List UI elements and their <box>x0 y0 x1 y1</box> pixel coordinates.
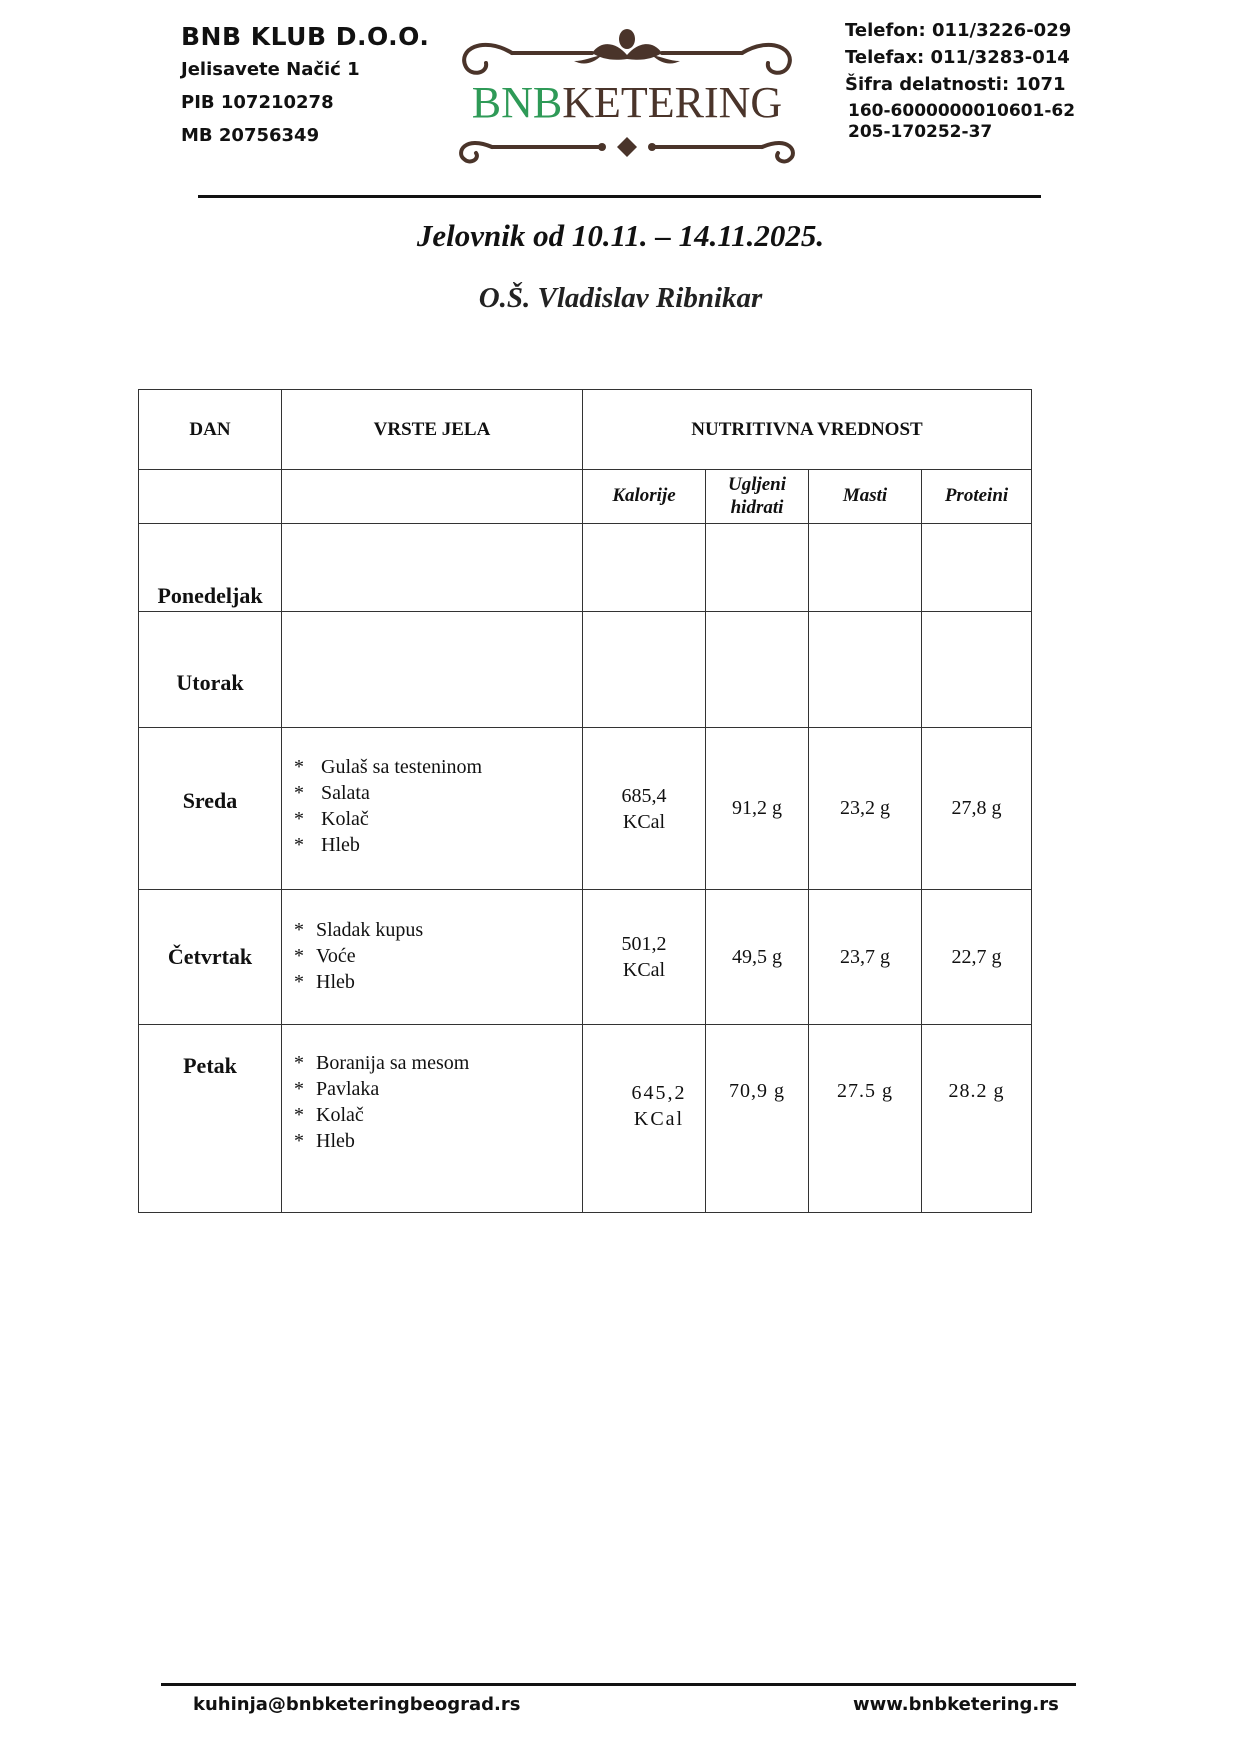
contact-info <box>845 22 1075 145</box>
proteins-cell: 27,8 g <box>922 728 1032 890</box>
fax-number: Telefax: 011/3283-014 <box>845 47 1070 68</box>
day-cell: Sreda <box>139 728 282 890</box>
company-name: BNB KLUB D.O.O. <box>181 22 430 51</box>
logo-wordmark <box>452 77 802 128</box>
header-nutrition: NUTRITIVNA VREDNOST <box>583 390 1032 470</box>
company-info <box>181 22 429 158</box>
proteins-cell: 28.2 g <box>922 1025 1032 1213</box>
day-cell: Petak <box>139 1025 282 1213</box>
carbs-cell: 91,2 g <box>706 728 809 890</box>
dish-item: * Boranija sa mesom <box>294 1052 470 1074</box>
dish-item: * Hleb <box>294 1130 355 1152</box>
bank-account-1: 160-6000000010601-62 <box>848 101 1076 121</box>
table-header-row <box>139 390 1032 470</box>
school-name: O.Š. Vladislav Ribnikar <box>478 282 763 314</box>
fats-cell: 23,7 g <box>809 890 922 1025</box>
dish-item: * Salata <box>294 782 370 804</box>
footer-email: kuhinja@bnbketeringbeograd.rs <box>193 1694 521 1715</box>
day-cell: Utorak <box>139 612 282 728</box>
dish-item: * Sladak kupus <box>294 919 424 941</box>
dishes-cell <box>282 612 583 728</box>
logo-part-bnb: BNB <box>471 78 563 127</box>
table-subheader-row <box>139 470 1032 524</box>
subheader-carbs: Ugljeni hidrati <box>706 470 809 524</box>
dish-item: * Gulaš sa testeninom <box>294 756 483 778</box>
dishes-cell <box>282 890 583 1025</box>
menu-title: Jelovnik od 10.11. – 14.11.2025. <box>416 218 825 253</box>
table-row <box>139 890 1032 1025</box>
dishes-cell <box>282 1025 583 1213</box>
dish-item: * Pavlaka <box>294 1078 380 1100</box>
table-row <box>139 728 1032 890</box>
table-row <box>139 524 1032 612</box>
table-row <box>139 1025 1032 1213</box>
dish-item: * Hleb <box>294 834 360 856</box>
header-dishes: VRSTE JELA <box>282 390 583 470</box>
fats-cell: 27.5 g <box>809 1025 922 1213</box>
subheader-fats: Masti <box>809 470 922 524</box>
activity-code: Šifra delatnosti: 1071 <box>845 74 1066 95</box>
bnb-ketering-logo <box>452 25 802 170</box>
dishes-cell <box>282 524 583 612</box>
footer-divider <box>161 1683 1076 1686</box>
proteins-cell: 22,7 g <box>922 890 1032 1025</box>
company-pib: PIB 107210278 <box>181 92 334 113</box>
dish-item: * Hleb <box>294 971 355 993</box>
bank-account-2: 205-170252-37 <box>848 122 993 142</box>
calories-cell: 685,4 KCal <box>583 728 706 890</box>
logo-part-ketering: KETERING <box>562 78 783 127</box>
header-divider <box>198 195 1041 198</box>
calories-cell: 645,2 KCal <box>583 1025 706 1213</box>
footer-website: www.bnbketering.rs <box>853 1694 1059 1715</box>
day-cell: Ponedeljak <box>139 524 282 612</box>
subheader-calories: Kalorije <box>583 470 706 524</box>
company-address: Jelisavete Načić 1 <box>181 59 360 80</box>
header-day: DAN <box>139 390 282 470</box>
dish-item: * Kolač <box>294 808 369 830</box>
dish-item: * Voće <box>294 945 356 967</box>
phone-number: Telefon: 011/3226-029 <box>845 20 1072 41</box>
menu-table <box>138 389 1032 1213</box>
company-mb: MB 20756349 <box>181 125 320 146</box>
carbs-cell: 70,9 g <box>706 1025 809 1213</box>
carbs-cell: 49,5 g <box>706 890 809 1025</box>
dishes-cell <box>282 728 583 890</box>
dish-item: * Kolač <box>294 1104 364 1126</box>
table-row <box>139 612 1032 728</box>
day-cell: Četvrtak <box>139 890 282 1025</box>
fats-cell: 23,2 g <box>809 728 922 890</box>
subheader-proteins: Proteini <box>922 470 1032 524</box>
calories-cell: 501,2 KCal <box>583 890 706 1025</box>
